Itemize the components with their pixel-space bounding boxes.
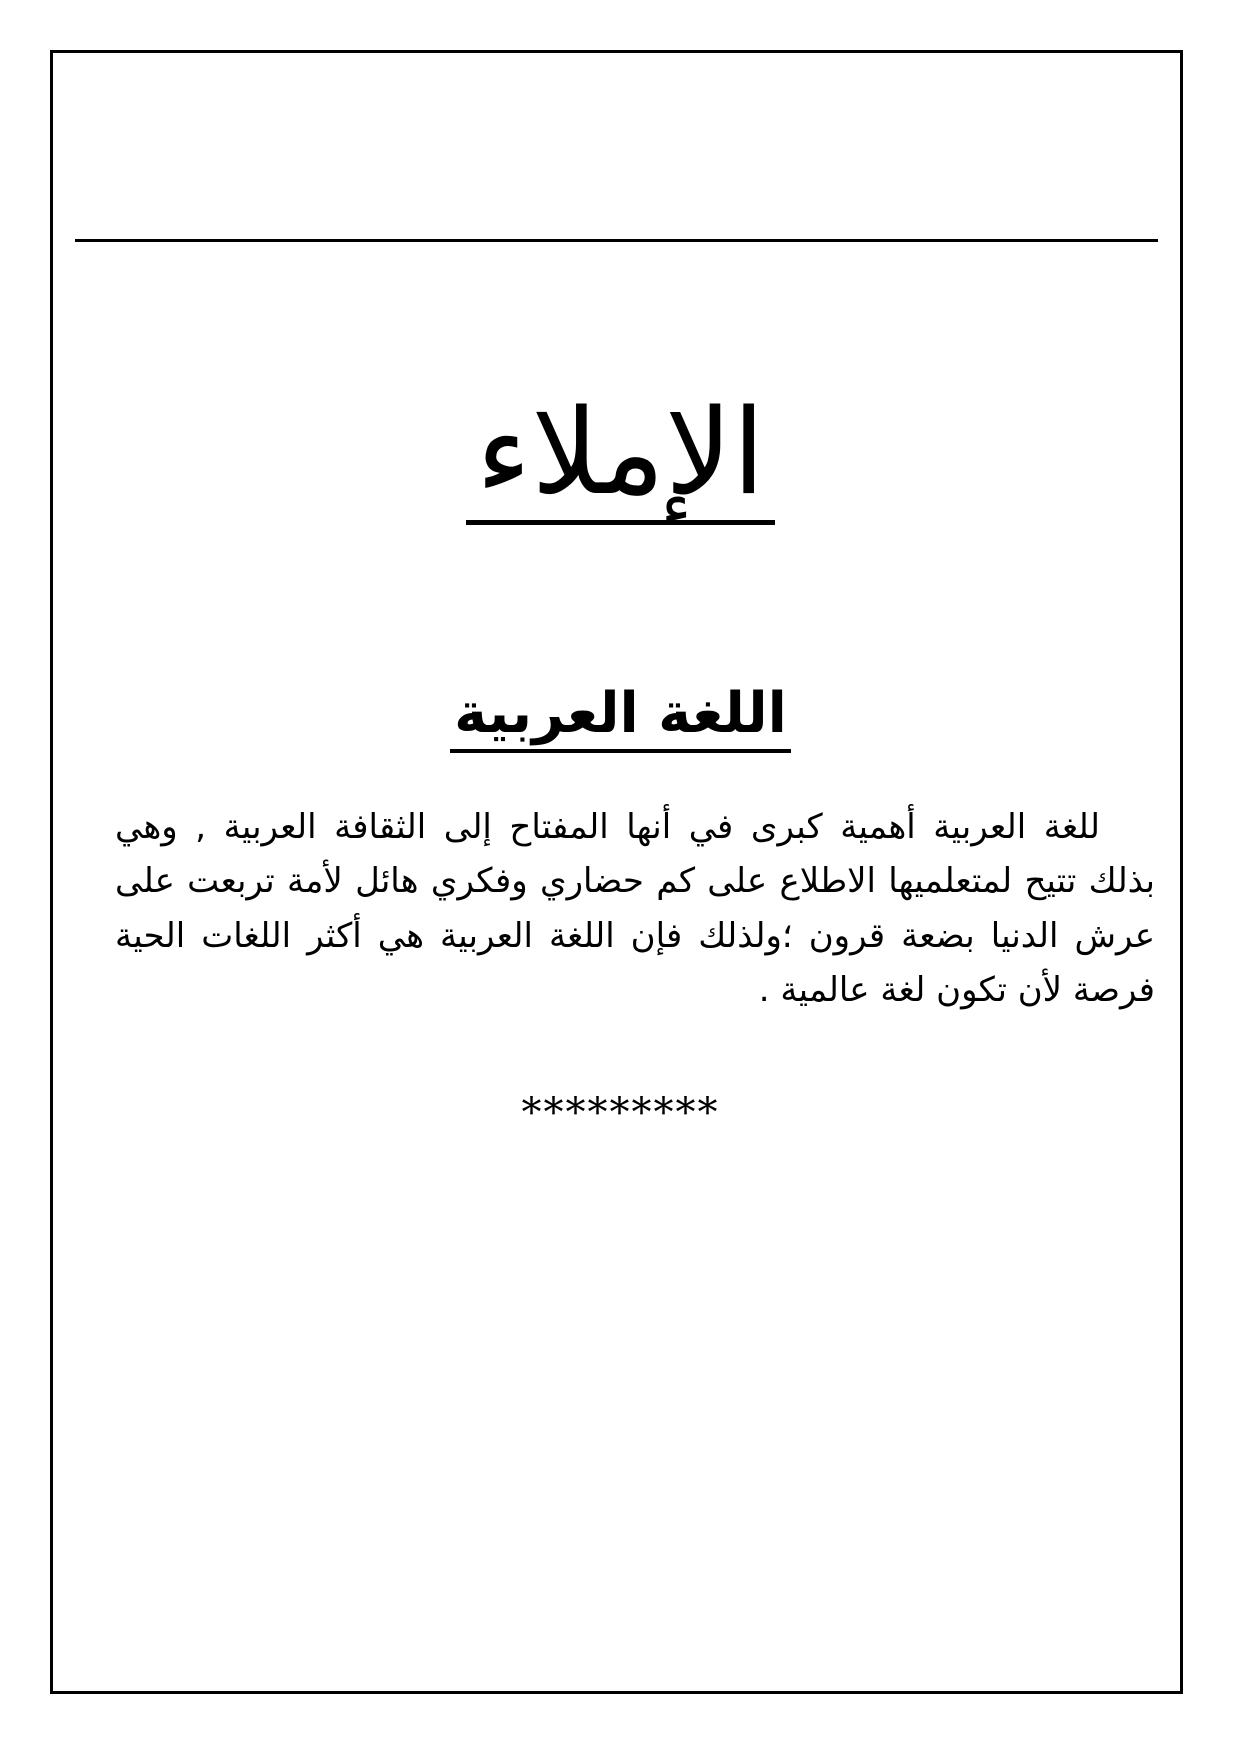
body-paragraph: للغة العربية أهمية كبرى في أنها المفتاح إلى الثقافة العربية , وهي بذلك تتيح لمتعلميها الاطلاع على كم حضاري وفكري هائل لأمة تربعت على عرش الدنيا بضعة قرون ؛ولذلك فإن اللغة العربية هي أكثر اللغات الحية فرصة لأن تكون لغة عالمية . (115, 807, 1155, 1011)
section-heading-text: اللغة العربية (450, 680, 791, 753)
page-title (0, 383, 1241, 525)
header-divider (75, 239, 1158, 242)
asterisk-separator: ********* (521, 1090, 720, 1136)
page-title-text: الإملاء (466, 388, 775, 525)
section-heading (0, 680, 1241, 753)
